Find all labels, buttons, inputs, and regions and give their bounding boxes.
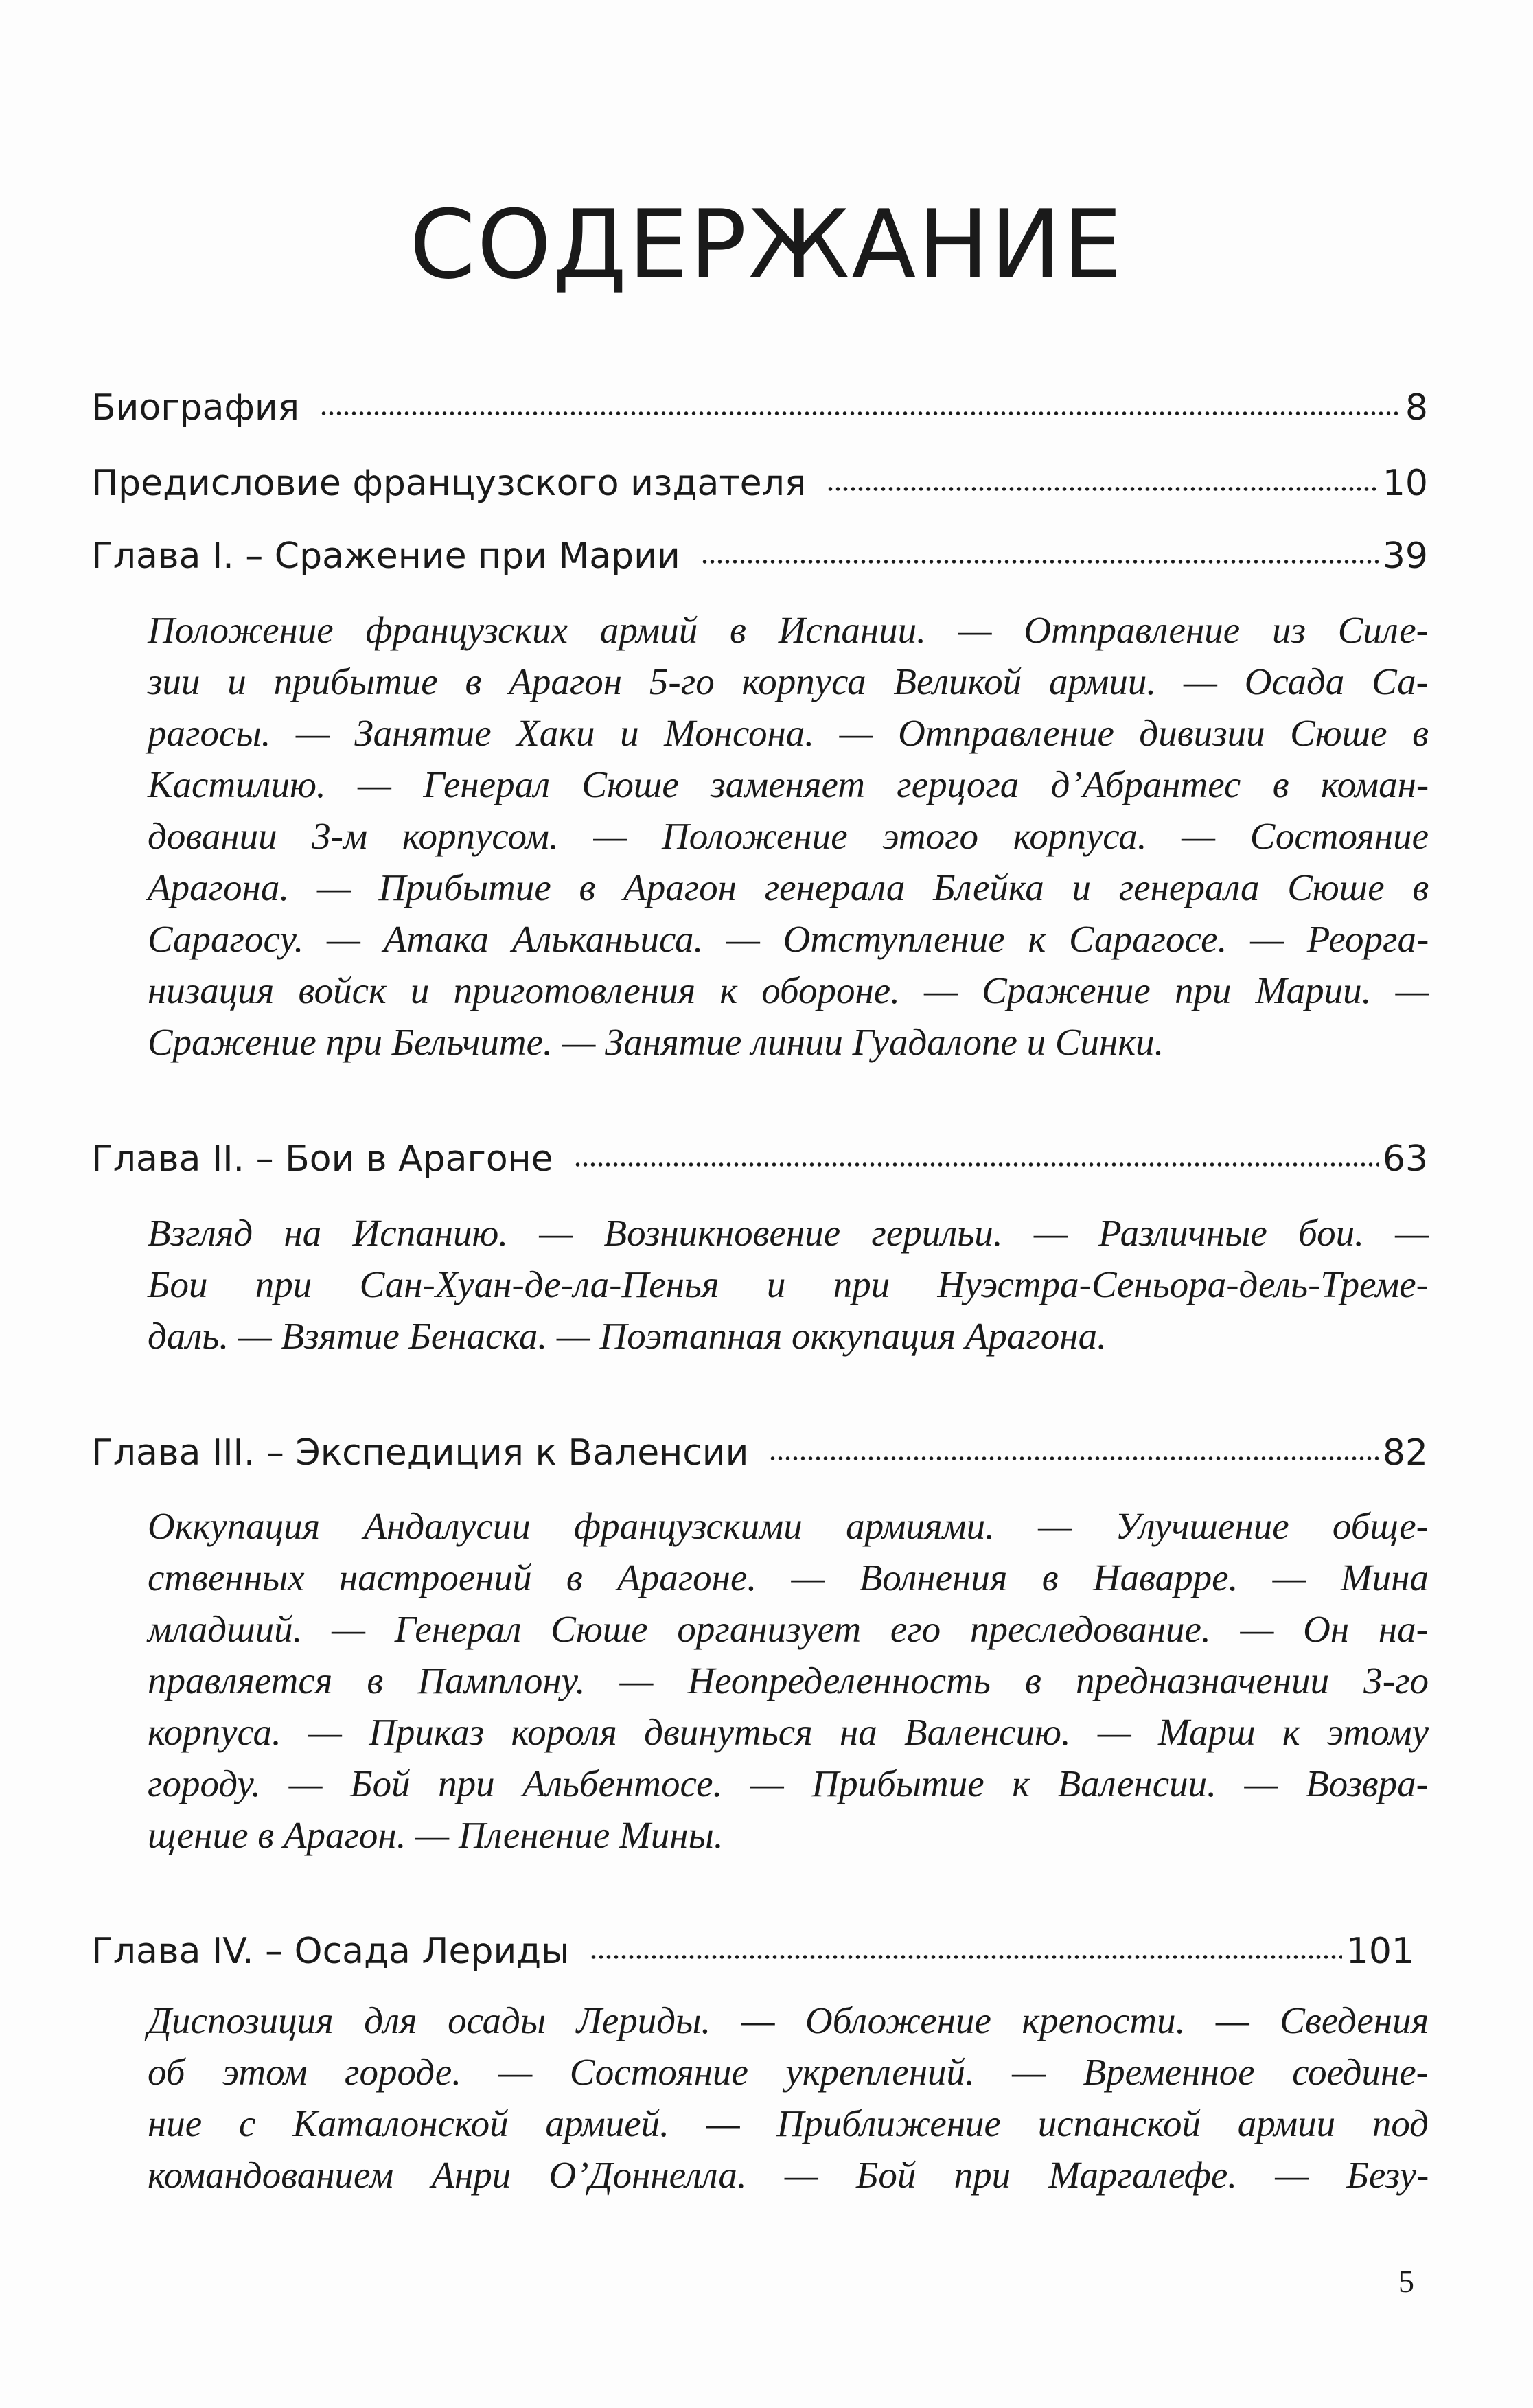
summary-line: Сарагосу. — Атака Альканьиса. — Отступление к Сарагосе. — Реорга-: [148, 918, 1429, 960]
chapter-4-summary: [148, 1995, 1429, 2201]
summary-line: щение в Арагон. — Пленение Мины.: [148, 1814, 724, 1856]
leader-dots: [320, 409, 1401, 418]
toc-entry-chapter-1[interactable]: [91, 536, 1428, 577]
page-number: 5: [1398, 2264, 1414, 2299]
toc-entry-page: 10: [1382, 463, 1428, 504]
summary-line: рагосы. — Занятие Хаки и Монсона. — Отправление дивизии Сюше в: [148, 712, 1429, 754]
leader-dots: [769, 1454, 1378, 1463]
summary-line: ственных настроений в Арагоне. — Волнения в Наварре. — Мина: [148, 1557, 1429, 1598]
summary-line: правляется в Памплону. — Неопределенность в предназначении 3-го: [148, 1660, 1429, 1701]
toc-entry-page: 39: [1382, 536, 1428, 577]
leader-dots: [574, 1160, 1379, 1169]
leader-dots: [701, 557, 1379, 566]
toc-entry-label: Предисловие французского издателя: [91, 463, 807, 504]
toc-entry-page: 8: [1405, 387, 1428, 428]
summary-line: низация войск и приготовления к обороне. — Сражение при Марии. —: [148, 970, 1429, 1011]
toc-entry-chapter-4[interactable]: [91, 1931, 1414, 1972]
toc-entry-chapter-3[interactable]: [91, 1432, 1428, 1474]
toc-entry-page: 101: [1346, 1931, 1414, 1972]
summary-line: Кастилию. — Генерал Сюше заменяет герцога д’Абрантес в коман-: [148, 764, 1429, 805]
summary-line: городу. — Бой при Альбентосе. — Прибытие к Валенсии. — Возвра-: [148, 1763, 1429, 1804]
toc-entry-page: 63: [1382, 1138, 1428, 1180]
summary-line: Арагона. — Прибытие в Арагон генерала Блейка и генерала Сюше в: [148, 867, 1429, 908]
summary-line: Сражение при Бельчите. — Занятие линии Гуадалопе и Синки.: [148, 1021, 1164, 1063]
chapter-2-summary: [148, 1207, 1429, 1362]
toc-entry-label: Глава IV. – Осада Лериды: [91, 1931, 570, 1972]
summary-line: ние с Каталонской армией. — Приближение испанской армии под: [148, 2102, 1429, 2144]
page-title: СОДЕРЖАНИЕ: [409, 190, 1124, 300]
toc-entry-preface[interactable]: [91, 463, 1428, 504]
chapter-1-summary: [148, 604, 1429, 1068]
leader-dots: [827, 484, 1379, 494]
summary-line: Взгляд на Испанию. — Возникновение герильи. — Различные бои. —: [148, 1212, 1429, 1254]
summary-line: младший. — Генерал Сюше организует его преследование. — Он на-: [148, 1608, 1429, 1650]
toc-entry-biography[interactable]: [91, 387, 1428, 428]
summary-line: Диспозиция для осады Лериды. — Обложение крепости. — Сведения: [148, 1999, 1429, 2041]
toc-entry-label: Глава II. – Бои в Арагоне: [91, 1138, 553, 1180]
summary-line: Положение французских армий в Испании. — Отправление из Силе-: [148, 609, 1429, 651]
summary-line: Бои при Сан-Хуан-де-ла-Пенья и при Нуэстра-Сеньора-дель-Треме-: [148, 1263, 1429, 1305]
toc-entry-chapter-2[interactable]: [91, 1138, 1428, 1180]
summary-line: командованием Анри О’Доннелла. — Бой при Маргалефе. — Безу-: [148, 2154, 1429, 2196]
summary-line: Оккупация Андалусии французскими армиями. — Улучшение обще-: [148, 1505, 1429, 1547]
summary-line: об этом городе. — Состояние укреплений. — Временное соедине-: [148, 2051, 1429, 2093]
summary-line: зии и прибытие в Арагон 5-го корпуса Великой армии. — Осада Са-: [148, 661, 1429, 702]
leader-dots: [590, 1952, 1341, 1962]
chapter-3-summary: [148, 1500, 1429, 1861]
summary-line: довании 3-м корпусом. — Положение этого корпуса. — Состояние: [148, 815, 1429, 857]
toc-entry-label: Биография: [91, 387, 300, 428]
toc-entry-page: 82: [1382, 1432, 1428, 1474]
summary-line: корпуса. — Приказ короля двинуться на Валенсию. — Марш к этому: [148, 1711, 1429, 1753]
toc-entry-label: Глава I. – Сражение при Марии: [91, 536, 680, 577]
toc-entry-label: Глава III. – Экспедиция к Валенсии: [91, 1432, 749, 1474]
summary-line: даль. — Взятие Бенаска. — Поэтапная оккупация Арагона.: [148, 1315, 1107, 1357]
